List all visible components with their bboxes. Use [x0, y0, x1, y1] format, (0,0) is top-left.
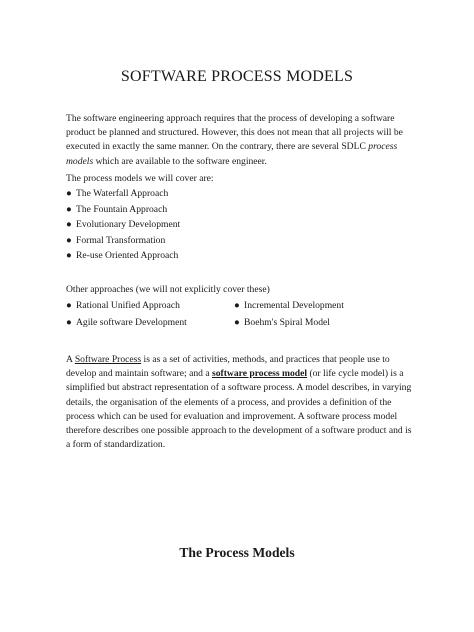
intro-italic-term: process models [66, 141, 398, 167]
list-item [66, 233, 180, 249]
intro-text-2: which are available to the software engineer. [93, 155, 267, 167]
list-item-label: Rational Unified Approach [76, 300, 180, 311]
definition-paragraph [66, 353, 412, 452]
bullet-icon: ● [234, 317, 240, 328]
list-item [66, 202, 180, 218]
bullet-icon: ● [66, 203, 72, 215]
other-approaches-row [66, 297, 402, 314]
list-item [66, 217, 180, 233]
list-item [66, 314, 234, 331]
list-item-label: Boehm's Spiral Model [244, 317, 330, 328]
models-lead: The process models we will cover are: [66, 173, 214, 184]
list-item-label: Incremental Development [244, 300, 344, 311]
document-title: SOFTWARE PROCESS MODELS [120, 68, 354, 85]
definition-term-software-process: Software Process [74, 354, 142, 365]
bullet-icon: ● [66, 317, 72, 328]
definition-term-software-process-model: software process model [212, 368, 308, 380]
definition-text-1: is as a set of activities, methods, and practices that people use to develop and maintain software; and a [66, 354, 390, 380]
list-item-label: The Fountain Approach [76, 203, 168, 215]
intro-paragraph [66, 112, 412, 169]
section-heading: The Process Models [179, 545, 295, 560]
bullet-icon: ● [66, 250, 72, 262]
list-item-label: Re-use Oriented Approach [76, 250, 179, 262]
list-item-label: Agile software Development [76, 317, 187, 328]
definition-text-a: A [66, 354, 75, 365]
bullet-icon: ● [66, 219, 72, 231]
list-item-label: Evolutionary Development [76, 219, 181, 231]
definition-text-2: (or life cycle model) is a simplified but abstract representation of a software process. A model describes, in varying details, the organisation of the elements of a process, and provides a definition of the process which can be used for evaluation and improvement. A software process model therefore describes one possible approach to the development of a software product and is a form of standardization. [66, 368, 412, 451]
list-item [66, 186, 180, 202]
intro-text-1: The software engineering approach requires that the process of developing a software product be planned and structured. However, this does not mean that all projects will be executed in exactly the same manner. On the contrary, there are several SDLC [66, 113, 403, 153]
list-item [234, 314, 402, 331]
models-list [66, 186, 180, 264]
bullet-icon: ● [66, 234, 72, 246]
list-item [234, 297, 402, 314]
bullet-icon: ● [234, 300, 240, 311]
other-approaches-lead: Other approaches (we will not explicitly cover these) [66, 284, 270, 295]
list-item [66, 248, 180, 264]
list-item [66, 297, 234, 314]
other-approaches-row [66, 314, 402, 331]
list-item-label: The Waterfall Approach [76, 188, 169, 199]
bullet-icon: ● [66, 300, 72, 311]
other-approaches-grid [66, 297, 402, 331]
list-item-label: Formal Transformation [76, 234, 166, 246]
bullet-icon: ● [66, 188, 72, 199]
